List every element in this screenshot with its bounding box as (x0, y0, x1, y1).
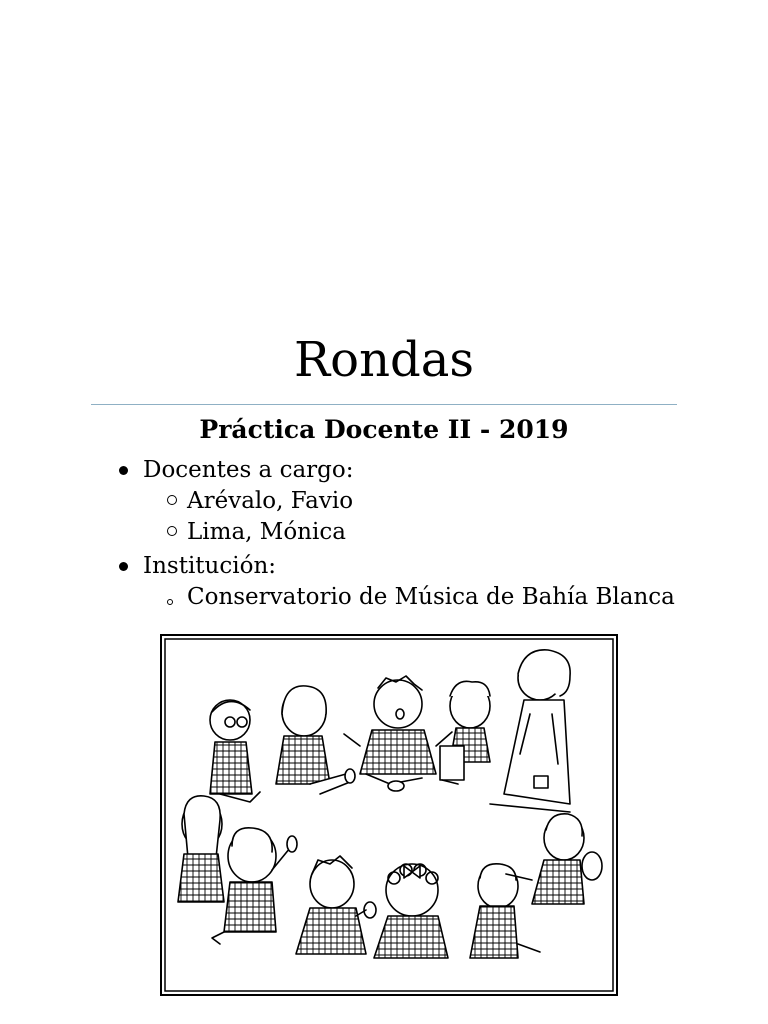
section-label: Institución: (143, 553, 277, 579)
section-label: Docentes a cargo: (143, 457, 354, 483)
bullet-icon (119, 466, 128, 475)
circle-bullet-icon (167, 599, 173, 605)
circle-bullet-icon (167, 495, 177, 505)
institution-name: Conservatorio de Música de Bahía Blanca (187, 584, 675, 610)
circle-bullet-icon (167, 526, 177, 536)
document-title: Rondas (294, 332, 474, 388)
bullet-icon (119, 562, 128, 571)
document-subtitle: Práctica Docente II - 2019 (199, 415, 569, 444)
teacher-name: Arévalo, Favio (187, 488, 354, 514)
title-divider (91, 404, 677, 405)
children-circle-illustration (160, 634, 618, 996)
teacher-name: Lima, Mónica (187, 519, 346, 545)
